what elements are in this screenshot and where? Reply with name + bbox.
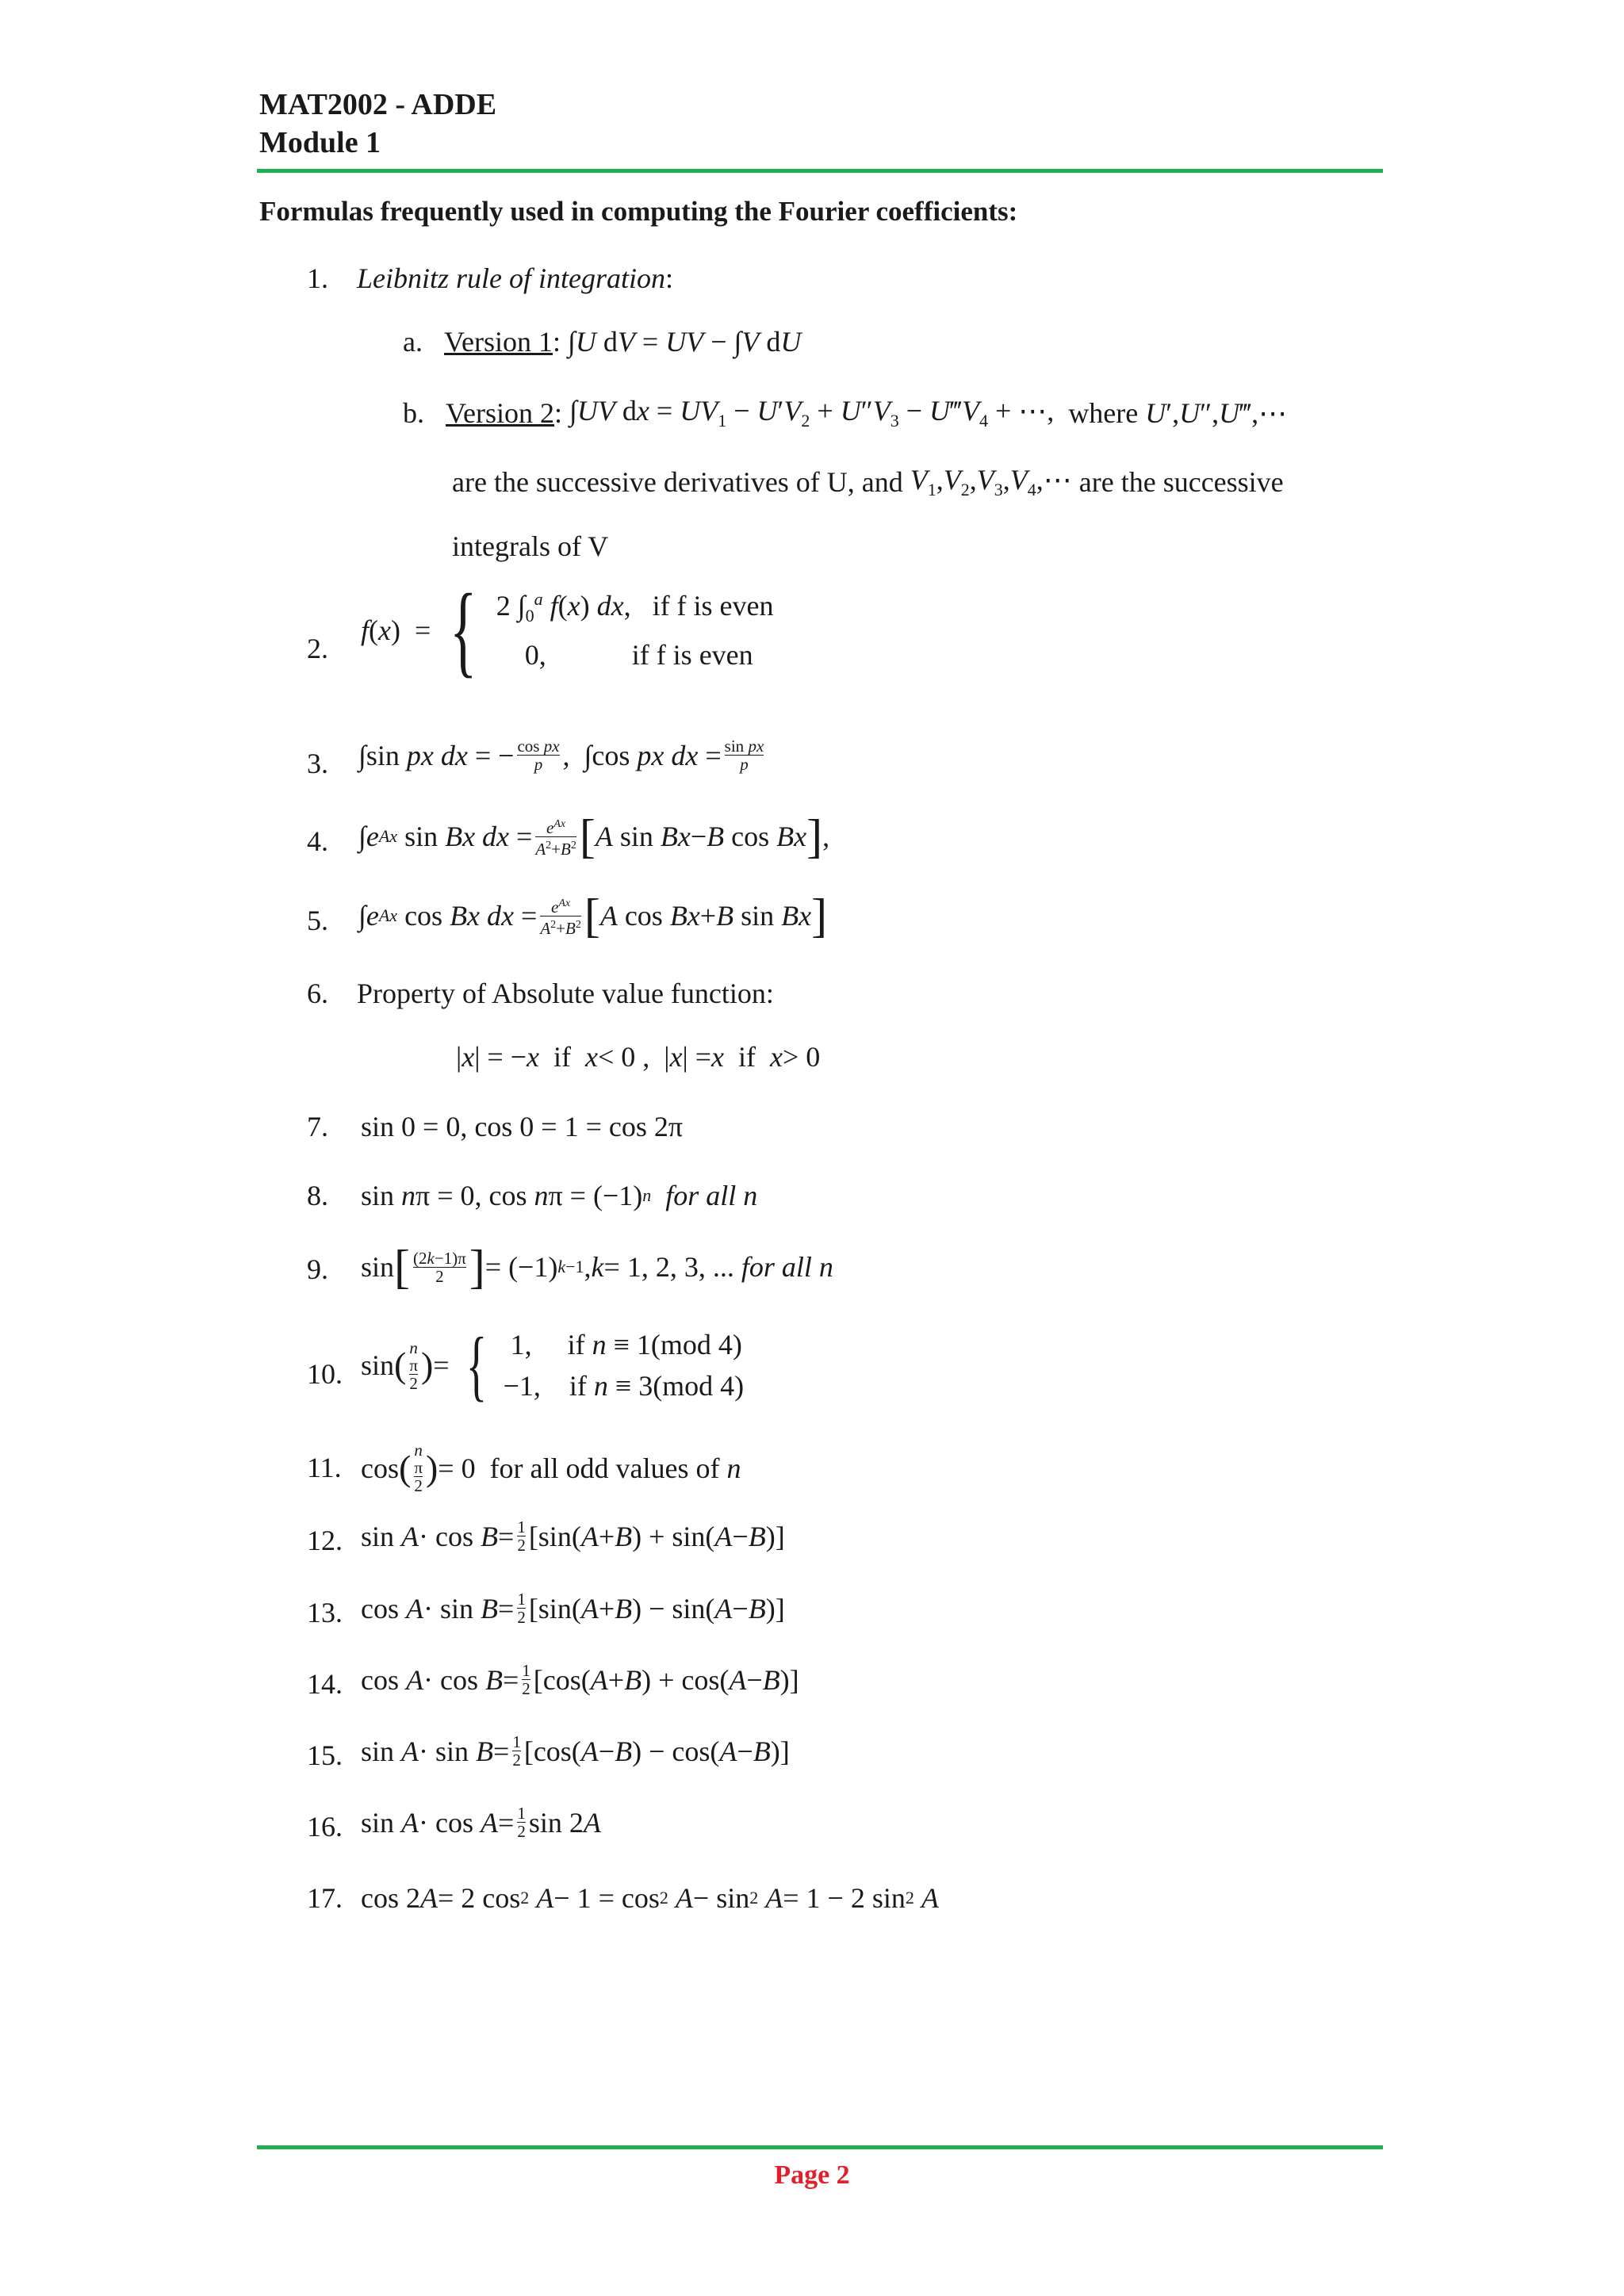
- course-code: MAT2002 - ADDE: [259, 88, 497, 121]
- formula-16: sin A · cos A = $\frac{1}{2}$ sin 2 A: [361, 1804, 601, 1841]
- formula-4: ∫ e Ax sin Bx dx = $\frac{e^{Ax}}{A^2+B^2}$ [ A sin Bx − B cos Bx ] ,: [358, 810, 830, 863]
- item-number-1: 1.: [307, 262, 328, 294]
- item-number-5: 5.: [307, 905, 328, 936]
- item-number-13: 13.: [307, 1597, 343, 1628]
- item-number-16: 16.: [307, 1811, 343, 1843]
- page-number: Page 2: [774, 2160, 850, 2190]
- formula-1a: a. Version 1 : ∫U dV = UV − ∫V dU: [403, 326, 802, 358]
- formula-13: cos A · sin B = $\frac{1}{2}$ [sin( A + B ) − sin( A − B )]: [361, 1590, 785, 1627]
- item-number-14: 14.: [307, 1668, 343, 1700]
- formula-15: sin A · sin B = $\frac{1}{2}$ [cos( A − B ) − cos( A − B )]: [361, 1732, 790, 1770]
- formula-17: cos 2 A = 2 cos 2 A − 1 = cos 2 A − sin 2 A = 1 − 2 sin 2 A: [361, 1882, 939, 1914]
- formula-7: sin 0 = 0, cos 0 = 1 = cos 2π: [361, 1111, 684, 1142]
- item-number-11: 11.: [307, 1452, 342, 1483]
- formula-5: ∫ e Ax cos Bx dx = $\frac{e^{Ax}}{A^2+B^2}$ [ A cos Bx + B sin Bx ]: [358, 890, 828, 942]
- module-label: Module 1: [259, 126, 381, 159]
- item-number-7: 7.: [307, 1111, 328, 1142]
- formula-1b: b. Version 2 : ∫UV dx = $UV_1 - U'V_2 + U''V_3$ − $U‴V_4$ + ⋯, where U′,U″,U‴,⋯: [403, 395, 1288, 431]
- section-heading: Formulas frequently used in computing the Fourier coefficients:: [259, 196, 1018, 227]
- item-number-9: 9.: [307, 1253, 328, 1285]
- item-number-2: 2.: [307, 633, 328, 664]
- header-divider: [257, 169, 1383, 173]
- item-number-4: 4.: [307, 825, 328, 857]
- item-number-17: 17.: [307, 1882, 343, 1914]
- formula-1: Leibnitz rule of integration :: [357, 262, 674, 294]
- document-header: [259, 86, 496, 162]
- item-number-15: 15.: [307, 1739, 343, 1771]
- item-number-6: 6.: [307, 978, 328, 1009]
- formula-12: sin A · cos B = $\frac{1}{2}$ [sin( A + B ) + sin( A − B )]: [361, 1517, 785, 1555]
- formula-2: f(x) = { 2 $\int_0^a$ f(x) dx, if f is even 0, if f is even: [361, 573, 774, 687]
- formula-11: cos ( n π 2 ) = 0 for all odd values of n: [361, 1441, 741, 1495]
- formula-9: sin [ $\frac{(2k-1)\pi}{2}$ ] = (−1) k−1 , k = 1, 2, 3, ... for all n: [361, 1241, 833, 1293]
- item-number-10: 10.: [307, 1358, 343, 1390]
- formula-1b-continuation: are the successive derivatives of U, and $V_1,V_2,V_3,V_4,\cdots$ are the successive: [452, 464, 1284, 500]
- item-number-3: 3.: [307, 748, 328, 779]
- footer-divider: [257, 2145, 1383, 2149]
- formula-8: sin n π = 0, cos n π = (−1) n for all n: [361, 1180, 758, 1211]
- formula-6: Property of Absolute value function:: [357, 978, 774, 1009]
- item-number-8: 8.: [307, 1180, 328, 1211]
- formula-3: ∫sin px dx = − $\frac{\text{cos px}}{p}$ , ∫cos px dx = $\frac{\text{sin px}}{p}$: [358, 737, 764, 774]
- formula-10: sin ( n π 2 ) = { 1, if n ≡ 1(mod 4) −1, if n ≡ 3(mod 4): [361, 1321, 745, 1409]
- item-number-12: 12.: [307, 1525, 343, 1556]
- formula-6-expression: | x | = − x if x < 0 , | x | = x if x > 0: [456, 1041, 821, 1073]
- formula-1b-continuation-2: integrals of V: [452, 530, 609, 562]
- formula-14: cos A · cos B = $\frac{1}{2}$ [cos( A + B ) + cos( A − B )]: [361, 1661, 799, 1698]
